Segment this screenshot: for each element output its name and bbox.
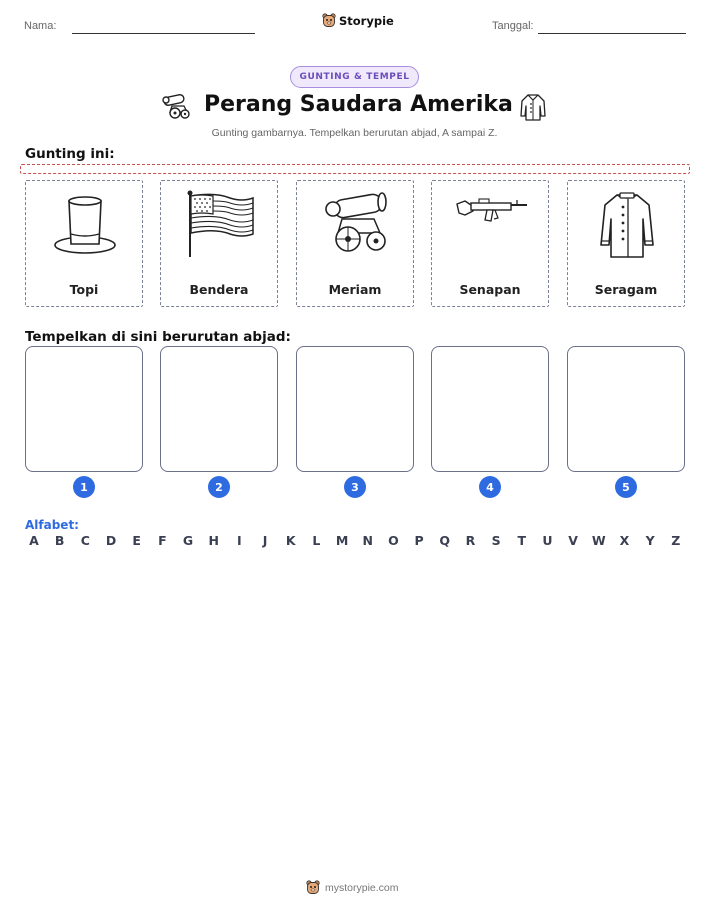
- alphabet-letter: Q: [439, 533, 451, 548]
- alphabet-letter: M: [335, 533, 349, 548]
- cannon-icon: [316, 189, 396, 259]
- cut-section-label: Gunting ini:: [25, 146, 115, 162]
- cut-label-seragam: Seragam: [594, 282, 658, 297]
- number-badge-3: 3: [344, 476, 366, 498]
- paste-box-4[interactable]: [431, 346, 549, 472]
- cut-card-topi[interactable]: [25, 180, 143, 307]
- alphabet-letter: Z: [671, 533, 681, 548]
- alphabet-letter: H: [208, 533, 219, 548]
- paste-box-3[interactable]: [296, 346, 414, 472]
- cut-card-seragam[interactable]: [567, 180, 685, 307]
- alphabet-row: [25, 533, 685, 548]
- alphabet-letter: B: [54, 533, 65, 548]
- alphabet-letter: T: [517, 533, 527, 548]
- cut-label-bendera: Bendera: [189, 282, 249, 297]
- alphabet-letter: K: [285, 533, 296, 548]
- storypie-mascot-icon: [306, 880, 320, 895]
- cut-line: [20, 164, 690, 174]
- cut-label-senapan: Senapan: [459, 282, 521, 297]
- page-subtitle: Gunting gambarnya. Tempelkan berurutan abjad, A sampai Z.: [211, 127, 498, 139]
- date-label: Tanggal:: [492, 20, 534, 32]
- alphabet-letter: X: [619, 533, 630, 548]
- name-label: Nama:: [24, 20, 57, 32]
- uniform-coat-icon: [587, 189, 667, 259]
- alphabet-letter: V: [568, 533, 578, 548]
- alphabet-letter: R: [465, 533, 476, 548]
- alphabet-letter: O: [388, 533, 399, 548]
- alphabet-letter: P: [414, 533, 424, 548]
- alphabet-letter: D: [105, 533, 117, 548]
- cut-label-topi: Topi: [69, 282, 99, 297]
- alphabet-letter: I: [237, 533, 242, 548]
- cannon-icon: [160, 92, 192, 120]
- storypie-logo: [322, 13, 394, 28]
- paste-box-2[interactable]: [160, 346, 278, 472]
- number-badge-4: 4: [479, 476, 501, 498]
- alphabet-letter: E: [132, 533, 141, 548]
- alphabet-letter: A: [29, 533, 39, 548]
- alphabet-letter: W: [591, 533, 606, 548]
- flag-icon: [180, 189, 260, 259]
- alphabet-letter: J: [262, 533, 268, 548]
- footer: [306, 880, 399, 895]
- alphabet-label: Alfabet:: [25, 518, 79, 532]
- page-title: Perang Saudara Amerika: [204, 92, 513, 117]
- number-badge-5: 5: [615, 476, 637, 498]
- alphabet-letter: U: [542, 533, 553, 548]
- uniform-coat-icon: [518, 92, 548, 122]
- paste-box-1[interactable]: [25, 346, 143, 472]
- paste-section-label: Tempelkan di sini berurutan abjad:: [25, 329, 291, 345]
- alphabet-letter: S: [491, 533, 501, 548]
- cut-card-senapan[interactable]: [431, 180, 549, 307]
- cut-card-meriam[interactable]: [296, 180, 414, 307]
- cut-label-meriam: Meriam: [328, 282, 382, 297]
- number-badge-2: 2: [208, 476, 230, 498]
- paste-box-5[interactable]: [567, 346, 685, 472]
- alphabet-letter: C: [80, 533, 90, 548]
- storypie-mascot-icon: [322, 13, 336, 28]
- brand-name: Storypie: [339, 13, 394, 28]
- number-badge-1: 1: [73, 476, 95, 498]
- alphabet-letter: Y: [645, 533, 655, 548]
- rifle-icon: [451, 189, 531, 259]
- alphabet-letter: G: [182, 533, 194, 548]
- alphabet-letter: F: [158, 533, 167, 548]
- alphabet-letter: N: [362, 533, 373, 548]
- top-hat-icon: [45, 189, 125, 259]
- date-line[interactable]: [538, 33, 686, 34]
- activity-badge: GUNTING & TEMPEL: [290, 66, 419, 88]
- footer-url[interactable]: mystorypie.com: [325, 881, 399, 894]
- cut-card-bendera[interactable]: [160, 180, 278, 307]
- alphabet-letter: L: [312, 533, 321, 548]
- name-line[interactable]: [72, 33, 255, 34]
